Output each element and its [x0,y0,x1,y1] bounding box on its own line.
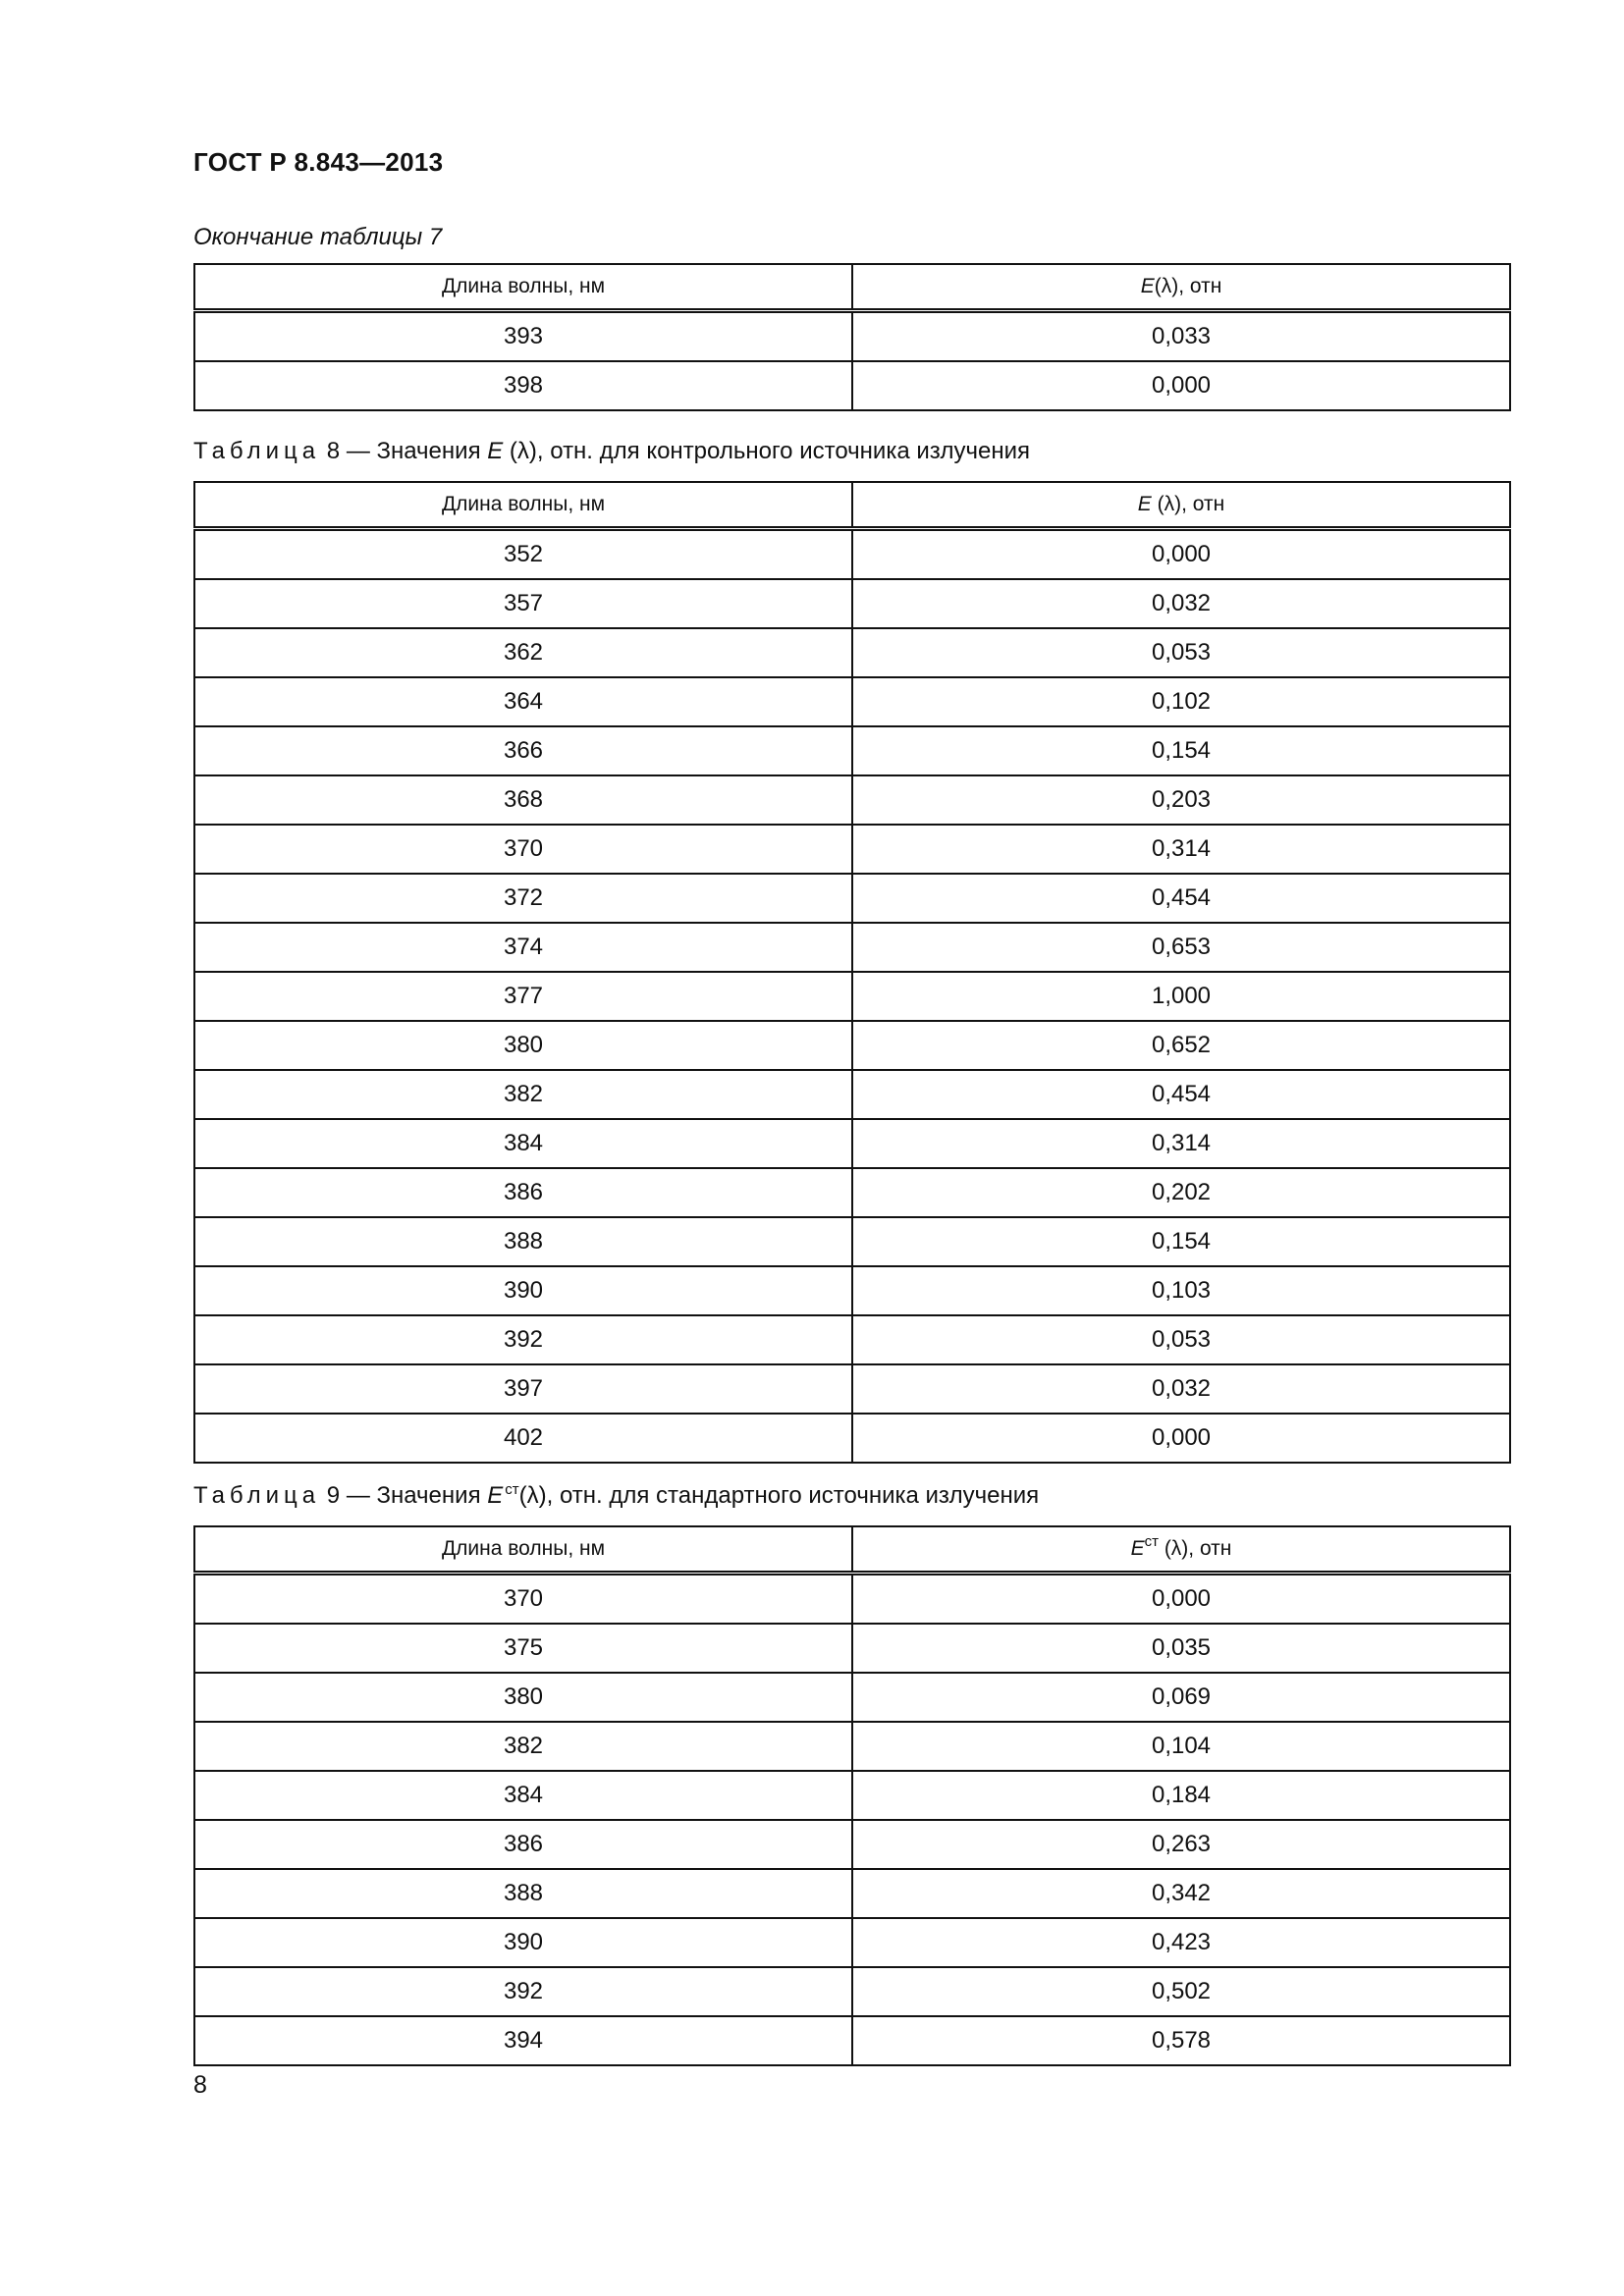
wavelength-cell: 370 [194,1574,852,1625]
table8 [193,481,1511,1464]
wavelength-cell: 380 [194,1021,852,1070]
table-row [194,677,1510,726]
table-row [194,1820,1510,1869]
wavelength-cell: 382 [194,1070,852,1119]
table8-title-symbol: E [487,438,504,464]
table-row [194,1722,1510,1771]
table-row [194,874,1510,923]
table-row [194,1673,1510,1722]
value-cell: 0,454 [852,874,1510,923]
document-header: ГОСТ Р 8.843—2013 [193,147,444,177]
table-row [194,628,1510,677]
wavelength-cell: 392 [194,1967,852,2016]
table-row [194,1771,1510,1820]
value-cell: 0,032 [852,1364,1510,1414]
table9-title-rest: (λ), отн. для стандартного источника излучения [518,1482,1040,1509]
wavelength-cell: 384 [194,1771,852,1820]
table-row [194,1414,1510,1463]
e-symbol: E [1140,275,1155,297]
value-cell: 0,154 [852,1217,1510,1266]
value-cell: 0,102 [852,677,1510,726]
table-row [194,529,1510,580]
table8-body [194,529,1510,1464]
value-cell: 0,069 [852,1673,1510,1722]
value-cell: 1,000 [852,972,1510,1021]
value-cell: 0,103 [852,1266,1510,1315]
col-unit: (λ), отн [1154,275,1222,297]
value-cell: 0,053 [852,628,1510,677]
value-cell: 0,154 [852,726,1510,775]
wavelength-cell: 392 [194,1315,852,1364]
wavelength-cell: 362 [194,628,852,677]
col-sup: ст [1144,1533,1159,1550]
e-symbol: E [1137,493,1152,515]
wavelength-cell: 384 [194,1119,852,1168]
table8-caption [193,438,1030,465]
wavelength-cell: 388 [194,1869,852,1918]
table7-col-value [852,264,1510,311]
value-cell: 0,032 [852,579,1510,628]
value-cell: 0,000 [852,1414,1510,1463]
table-row [194,1869,1510,1918]
table8-col-wavelength: Длина волны, нм [194,482,852,529]
wavelength-cell: 398 [194,361,852,410]
table-row [194,923,1510,972]
table7-col-wavelength: Длина волны, нм [194,264,852,311]
table-row [194,1315,1510,1364]
wavelength-cell: 394 [194,2016,852,2065]
wavelength-cell: 364 [194,677,852,726]
wavelength-cell: 366 [194,726,852,775]
e-symbol: E [1130,1537,1145,1560]
wavelength-cell: 372 [194,874,852,923]
table9-caption [193,1482,1039,1510]
wavelength-cell: 390 [194,1266,852,1315]
wavelength-cell: 397 [194,1364,852,1414]
wavelength-cell: 402 [194,1414,852,1463]
table-row [194,1574,1510,1625]
table9-title-sup: ст [505,1481,519,1498]
value-cell: 0,203 [852,775,1510,825]
value-cell: 0,454 [852,1070,1510,1119]
table-row [194,1364,1510,1414]
value-cell: 0,202 [852,1168,1510,1217]
wavelength-cell: 357 [194,579,852,628]
value-cell: 0,104 [852,1722,1510,1771]
table-row [194,726,1510,775]
value-cell: 0,000 [852,361,1510,410]
wavelength-cell: 352 [194,529,852,580]
wavelength-cell: 375 [194,1624,852,1673]
table-row [194,1168,1510,1217]
value-cell: 0,314 [852,825,1510,874]
value-cell: 0,053 [852,1315,1510,1364]
col-unit: (λ), отн [1157,493,1225,515]
table9-title-prefix: — Значения [346,1482,481,1509]
table-row [194,972,1510,1021]
table7 [193,263,1511,411]
value-cell: 0,033 [852,311,1510,362]
table-row [194,1119,1510,1168]
value-cell: 0,263 [852,1820,1510,1869]
wavelength-cell: 388 [194,1217,852,1266]
table-row [194,1967,1510,2016]
value-cell: 0,578 [852,2016,1510,2065]
value-cell: 0,653 [852,923,1510,972]
value-cell: 0,342 [852,1869,1510,1918]
table-row [194,1918,1510,1967]
table-row [194,825,1510,874]
value-cell: 0,423 [852,1918,1510,1967]
table7-caption: Окончание таблицы 7 [193,224,443,250]
table-row [194,1217,1510,1266]
table-row [194,1021,1510,1070]
value-cell: 0,184 [852,1771,1510,1820]
wavelength-cell: 382 [194,1722,852,1771]
wavelength-cell: 390 [194,1918,852,1967]
table-row [194,775,1510,825]
table-row [194,1624,1510,1673]
wavelength-cell: 393 [194,311,852,362]
table9-title-symbol: E [487,1482,504,1509]
table8-title-prefix: — Значения [346,438,481,464]
table-row [194,1266,1510,1315]
table-row [194,579,1510,628]
wavelength-cell: 386 [194,1168,852,1217]
table9 [193,1525,1511,2066]
table8-title-rest: (λ), отн. для контрольного источника излучения [509,438,1031,464]
table8-label: Таблица [193,438,321,464]
wavelength-cell: 370 [194,825,852,874]
table9-body [194,1574,1510,2066]
wavelength-cell: 377 [194,972,852,1021]
table9-col-wavelength: Длина волны, нм [194,1526,852,1574]
value-cell: 0,035 [852,1624,1510,1673]
wavelength-cell: 374 [194,923,852,972]
table9-label: Таблица [193,1482,321,1509]
table9-header-row [194,1526,1510,1574]
value-cell: 0,314 [852,1119,1510,1168]
table7-body [194,311,1510,411]
table9-col-value [852,1526,1510,1574]
value-cell: 0,502 [852,1967,1510,2016]
table9-number: 9 [326,1482,341,1509]
table-row [194,1070,1510,1119]
table-row [194,2016,1510,2065]
wavelength-cell: 368 [194,775,852,825]
col-unit: (λ), отн [1164,1537,1232,1560]
table7-header-row [194,264,1510,311]
wavelength-cell: 380 [194,1673,852,1722]
table8-header-row [194,482,1510,529]
table8-col-value [852,482,1510,529]
page-number: 8 [193,2071,207,2099]
table-row [194,311,1510,362]
value-cell: 0,000 [852,529,1510,580]
value-cell: 0,652 [852,1021,1510,1070]
table8-number: 8 [326,438,341,464]
value-cell: 0,000 [852,1574,1510,1625]
wavelength-cell: 386 [194,1820,852,1869]
table-row [194,361,1510,410]
